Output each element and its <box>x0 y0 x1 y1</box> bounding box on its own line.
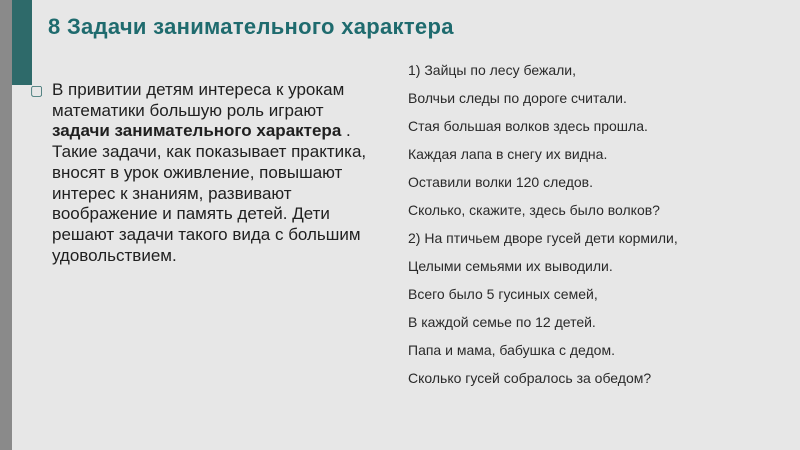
poem-line: Оставили волки 120 следов. <box>408 174 594 190</box>
square-bullet-icon: ▢ <box>30 82 44 98</box>
poem-line: Сколько гусей собралось за обедом? <box>408 370 652 386</box>
poem-line: 2) На птичьем дворе гусей дети кормили, <box>408 230 678 246</box>
poem-line: Каждая лапа в снегу их видна. <box>408 146 608 162</box>
slide-title: 8 Задачи занимательного характера <box>48 14 454 39</box>
paragraph-bold-text: задачи занимательного характера <box>52 121 342 141</box>
left-text-block <box>30 80 380 267</box>
poem-line: Всего было 5 гусиных семей, <box>408 286 598 302</box>
right-text-block <box>408 62 753 398</box>
paragraph-text-end: . Такие задачи, как показывает практика, вносят в урок оживление, повышают интерес к знаниям, развивают воображение и память детей. Дети решают задачи такого вида с большим удовольствием. <box>52 121 367 265</box>
poem-line: Папа и мама, бабушка с дедом. <box>408 342 615 358</box>
poem-line: Целыми семьями их выводили. <box>408 258 613 274</box>
poem-line: Сколько, скажите, здесь было волков? <box>408 202 660 218</box>
poem-line: Волчьи следы по дороге считали. <box>408 90 627 106</box>
paragraph-text-start: В привитии детям интереса к урокам математики большую роль играют <box>52 80 345 120</box>
side-bar <box>0 0 12 450</box>
left-paragraph <box>52 80 380 267</box>
poem-line: В каждой семье по 12 детей. <box>408 314 596 330</box>
accent-block <box>12 0 32 85</box>
poem-line: 1) Зайцы по лесу бежали, <box>408 62 576 78</box>
poem-line: Стая большая волков здесь прошла. <box>408 118 648 134</box>
